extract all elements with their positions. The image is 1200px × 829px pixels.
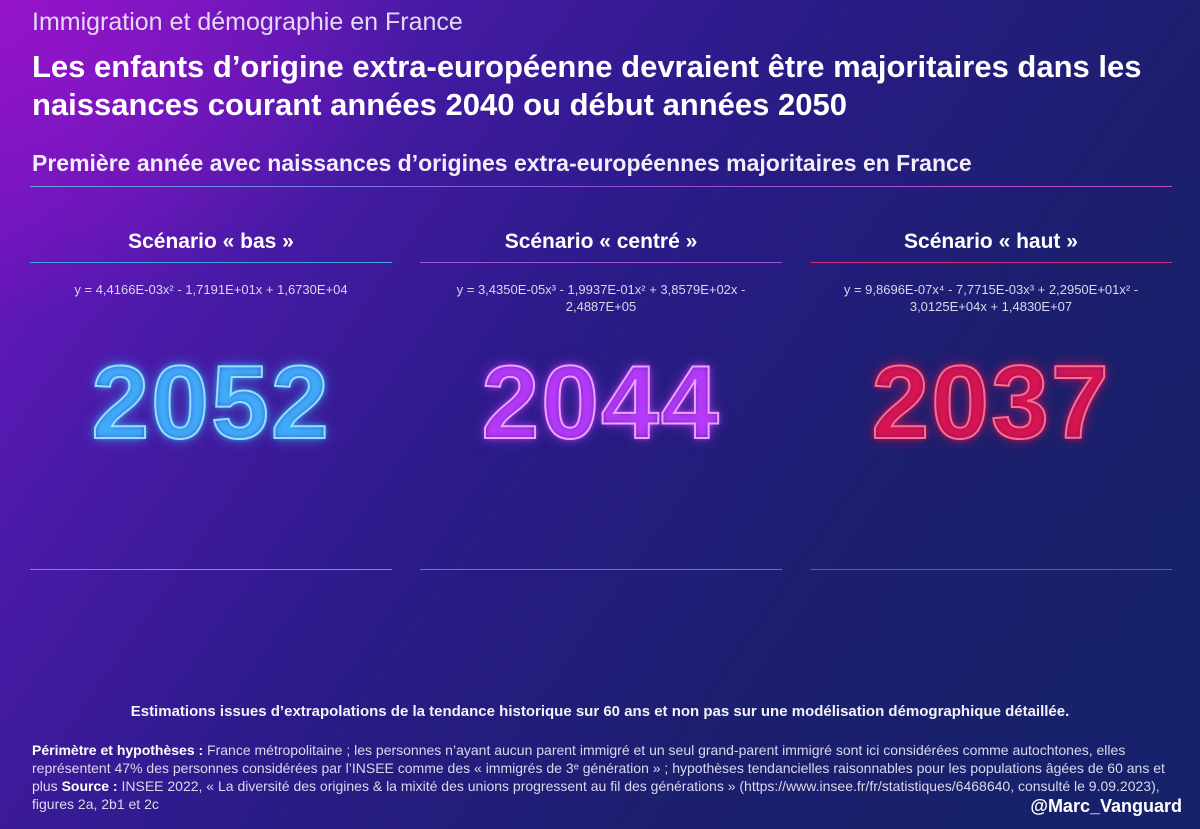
scenario-central bbox=[420, 230, 782, 463]
scenario-bottom-divider bbox=[420, 569, 782, 570]
scenario-bottom-divider bbox=[30, 569, 392, 570]
scenario-equation: y = 3,4350E-05x³ - 1,9937E-01x² + 3,8579E+02x - 2,4887E+05 bbox=[456, 282, 746, 314]
scenario-divider bbox=[30, 262, 392, 263]
subtitle: Première année avec naissances d’origines extra-européennes majoritaires en France bbox=[32, 150, 972, 176]
author-handle: @Marc_Vanguard bbox=[1030, 796, 1182, 816]
source-text: INSEE 2022, « La diversité des origines & la mixité des unions progressent au fil des générations » (https://www.insee.fr/fr/statistiques/6468640, consulté le 9.09.2023), figures 2a, 2b1 et 2c bbox=[32, 778, 1160, 812]
scenario-year: 2037 bbox=[871, 345, 1111, 461]
scenario-label: Scénario « bas » bbox=[128, 230, 294, 253]
scenario-low bbox=[30, 230, 392, 463]
scenario-high bbox=[810, 230, 1172, 463]
source-label: Source : bbox=[61, 778, 118, 794]
scenario-divider bbox=[810, 262, 1172, 263]
perimeter-label: Périmètre et hypothèses : bbox=[32, 742, 204, 758]
methodology-note: Estimations issues d’extrapolations de la tendance historique sur 60 ans et non pas sur une modélisation démographique détaillée. bbox=[130, 703, 1070, 720]
scenario-bottom-divider bbox=[810, 569, 1172, 570]
scenario-equation: y = 9,8696E-07x⁴ - 7,7715E-03x³ + 2,2950E+01x² - 3,0125E+04x + 1,4830E+07 bbox=[843, 282, 1139, 314]
subtitle-divider bbox=[30, 186, 1172, 187]
scenario-year: 2044 bbox=[481, 345, 721, 461]
scenario-year: 2052 bbox=[91, 345, 331, 461]
scenario-divider bbox=[420, 262, 782, 263]
page-title: Les enfants d’origine extra-européenne devraient être majoritaires dans les naissances courant années 2040 ou début années 2050 bbox=[32, 49, 1142, 122]
scenario-equation: y = 4,4166E-03x² - 1,7191E+01x + 1,6730E+04 bbox=[74, 282, 348, 297]
kicker: Immigration et démographie en France bbox=[32, 8, 463, 36]
perimeter-text: France métropolitaine ; les personnes n’ayant aucun parent immigré et un seul grand-parent immigré sont ici considérées comme autochtones, elles représentent 47% des personnes considérées par l’INSEE comme des « immigrés de 3ᵉ génération » ; hypothèses tendancielles raisonnables pour les populations âgées de 60 ans et plus bbox=[32, 742, 1165, 794]
scenario-label: Scénario « haut » bbox=[904, 230, 1078, 253]
scenario-label: Scénario « centré » bbox=[504, 230, 698, 253]
footer-notes bbox=[32, 741, 1172, 813]
